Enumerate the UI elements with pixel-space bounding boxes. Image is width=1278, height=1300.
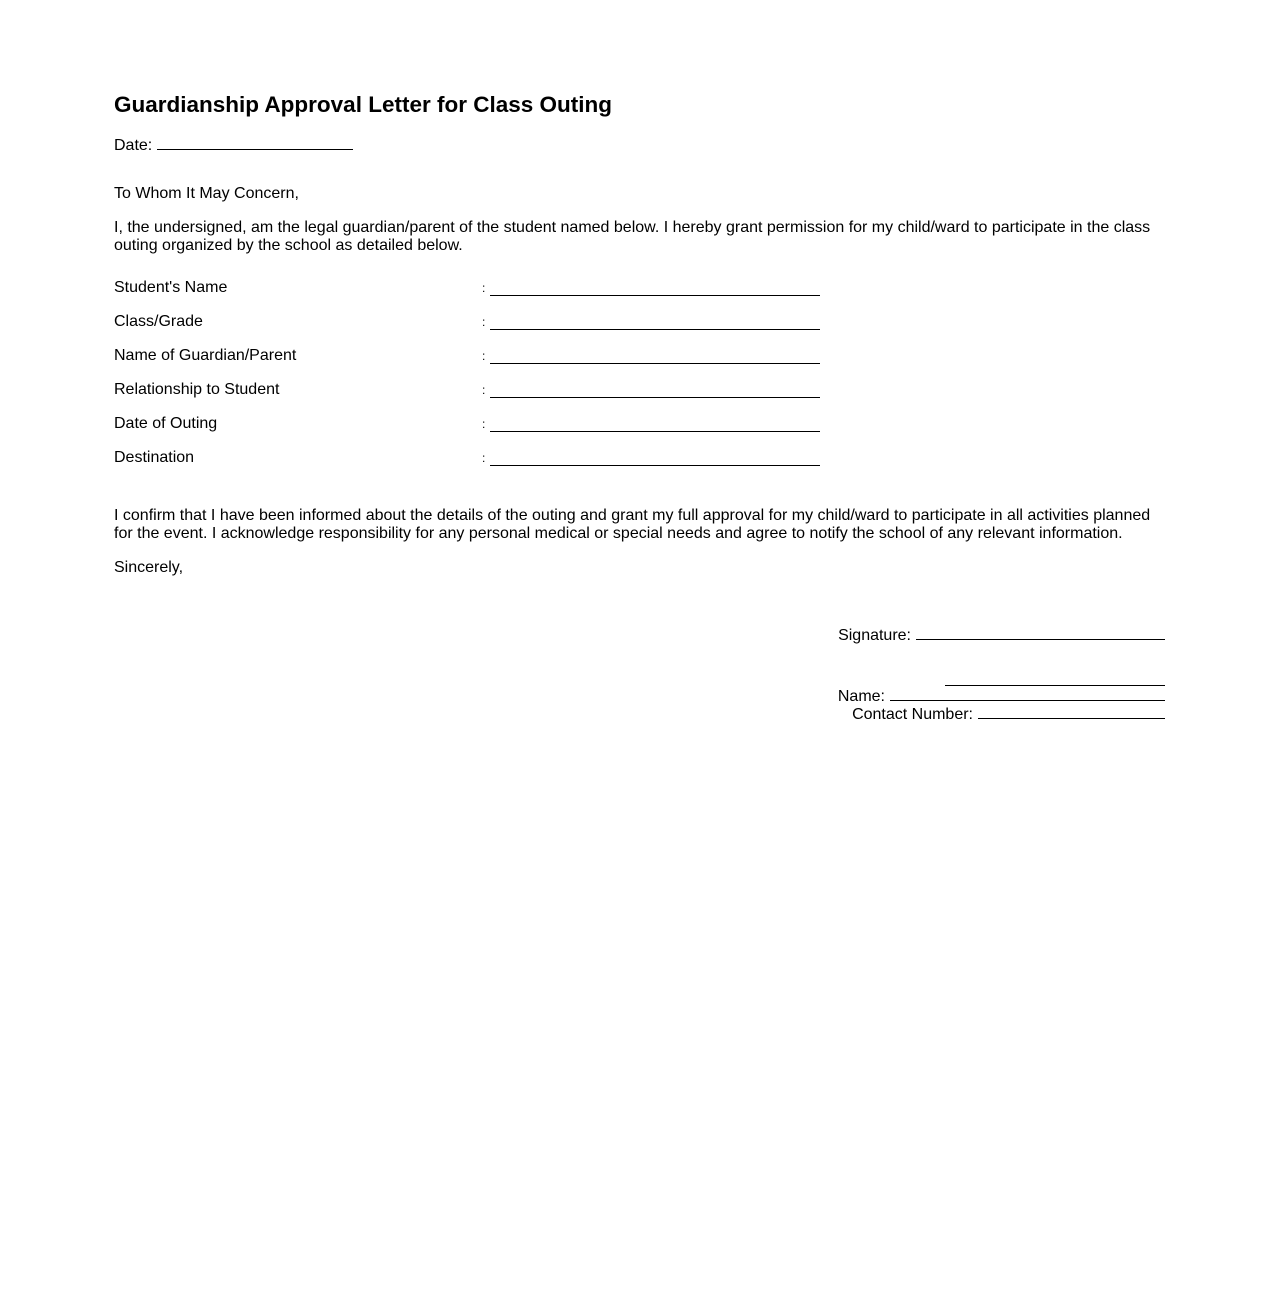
field-label: Destination [114,449,195,466]
confirmation-paragraph: I confirm that I have been informed about the details of the outing and grant my full approval for my child/ward to participate in all activities planned for the event. I acknowledge responsibility for any personal medical or special needs and agree to notify the school of any relevant information. [114,507,1151,542]
closing: Sincerely, [114,559,184,576]
name-label: Name: [837,688,885,705]
field-separator: : [482,349,486,363]
contact-label: Contact Number: [852,706,973,723]
intro-paragraph: I, the undersigned, am the legal guardian/parent of the student named below. I hereby grant permission for my child/ward to participate in the class outing organized by the school as detailed below. [114,219,1151,254]
field-row-student-name [114,279,834,313]
student-name-blank-line[interactable] [490,295,820,296]
field-separator: : [482,281,486,295]
signature-block [835,625,1165,735]
details-fields [114,279,834,483]
contact-blank-line[interactable] [978,704,1165,719]
page-title: Guardianship Approval Letter for Class Outing [114,92,612,117]
field-label: Relationship to Student [114,381,280,398]
name-blank-line[interactable] [890,686,1165,701]
signature-row [838,625,1165,645]
field-separator: : [482,315,486,329]
date-of-outing-blank-line[interactable] [490,431,820,432]
date-row [114,135,353,155]
field-row-date-of-outing [114,415,834,449]
date-label: Date: [114,137,153,154]
class-grade-blank-line[interactable] [490,329,820,330]
field-separator: : [482,417,486,431]
field-row-destination [114,449,834,483]
field-row-relationship [114,381,834,415]
field-label: Date of Outing [114,415,218,432]
salutation: To Whom It May Concern, [114,185,299,202]
field-label: Student's Name [114,279,228,296]
field-row-class-grade [114,313,834,347]
signature-label: Signature: [838,627,911,644]
field-label: Class/Grade [114,313,203,330]
field-separator: : [482,451,486,465]
date-blank-line[interactable] [157,135,353,150]
signature-blank-line[interactable] [916,625,1165,640]
field-row-guardian-name [114,347,834,381]
guardian-name-blank-line[interactable] [490,363,820,364]
relationship-blank-line[interactable] [490,397,820,398]
field-separator: : [482,383,486,397]
destination-blank-line[interactable] [490,465,820,466]
contact-row [852,704,1165,724]
field-label: Name of Guardian/Parent [114,347,297,364]
name-row [838,686,1165,706]
